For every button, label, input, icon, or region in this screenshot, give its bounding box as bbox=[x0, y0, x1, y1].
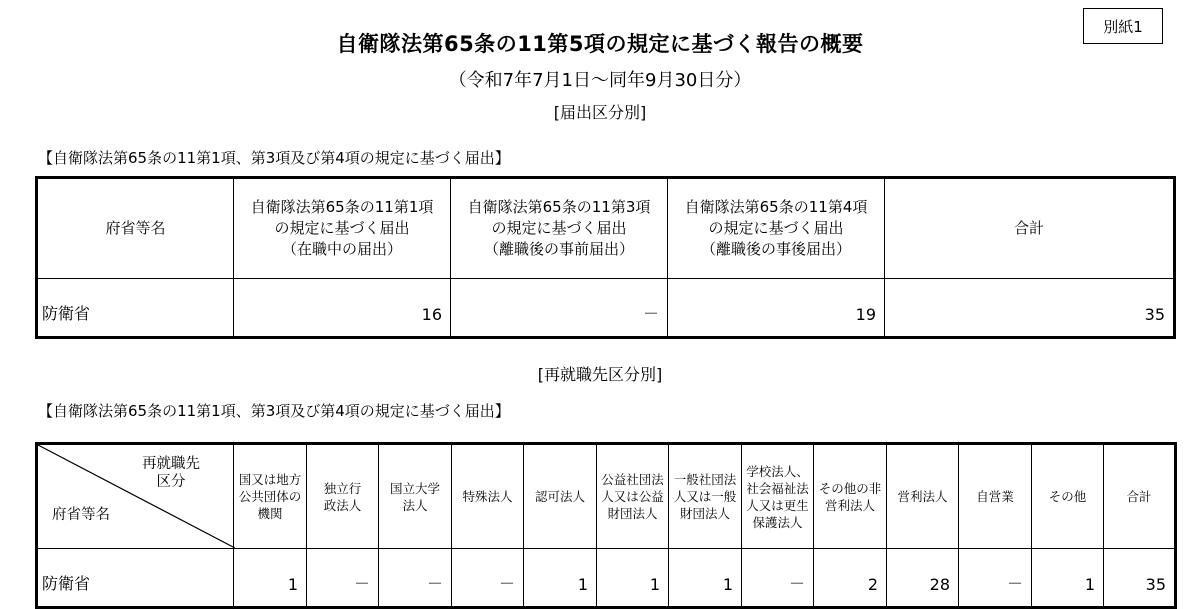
header-col bbox=[959, 444, 1032, 549]
cell-value: － bbox=[307, 549, 379, 608]
header-line: 人又は一般 bbox=[673, 489, 737, 504]
header-col bbox=[307, 444, 379, 549]
header-line: 学校法人、 bbox=[746, 463, 809, 479]
cell-value: 19 bbox=[668, 279, 885, 338]
notification-header-row bbox=[37, 178, 1175, 279]
cell-value: 2 bbox=[814, 549, 887, 608]
header-line: 営利法人 bbox=[897, 489, 948, 504]
header-line: その他の非 bbox=[818, 480, 882, 496]
header-line: 認可法人 bbox=[534, 489, 585, 504]
header-line: 特殊法人 bbox=[462, 489, 513, 504]
cell-value: 16 bbox=[234, 279, 451, 338]
cell-ministry: 防衛省 bbox=[37, 279, 234, 338]
header-line: 府省等名 bbox=[105, 219, 166, 237]
header-col bbox=[597, 444, 669, 549]
notification-heading: 【自衛隊法第65条の11第1項、第3項及び第4項の規定に基づく届出】 bbox=[38, 149, 510, 167]
reemployment-header-row bbox=[37, 444, 1176, 549]
header-col bbox=[379, 444, 452, 549]
header-line: 一般社団法 bbox=[673, 472, 737, 487]
header-line: 区分 bbox=[156, 474, 186, 490]
header-col bbox=[234, 444, 307, 549]
cell-ministry: 防衛省 bbox=[37, 549, 234, 608]
header-col bbox=[524, 444, 597, 549]
header-line: 合計 bbox=[1126, 489, 1152, 504]
cell-value: － bbox=[451, 279, 668, 338]
header-line: 営利法人 bbox=[824, 497, 875, 513]
header-line: 合計 bbox=[1013, 219, 1044, 237]
header-col bbox=[887, 444, 959, 549]
header-col bbox=[452, 444, 524, 549]
header-line: （在職中の届出） bbox=[281, 240, 402, 258]
cell-value: 1 bbox=[669, 549, 742, 608]
cell-value: － bbox=[959, 549, 1032, 608]
notification-subtitle: [届出区分別] bbox=[553, 103, 647, 122]
header-art3 bbox=[451, 178, 668, 279]
header-line: 独立行 bbox=[323, 480, 362, 496]
header-line: 公共団体の bbox=[238, 489, 302, 504]
header-line: 公益社団法 bbox=[601, 472, 664, 487]
header-art1 bbox=[234, 178, 451, 279]
table-row bbox=[37, 549, 1176, 608]
header-ministry bbox=[37, 178, 234, 279]
header-line: （離職後の事後届出） bbox=[700, 240, 851, 258]
header-col bbox=[742, 444, 814, 549]
header-line: 社会福祉法 bbox=[746, 480, 809, 496]
header-total bbox=[885, 178, 1175, 279]
header-line: 人又は公益 bbox=[601, 489, 664, 504]
notification-table bbox=[35, 176, 1176, 339]
header-line: 保護法人 bbox=[752, 514, 803, 530]
header-col bbox=[814, 444, 887, 549]
header-col-total bbox=[1104, 444, 1176, 549]
header-line: 再就職先 bbox=[142, 456, 200, 472]
cell-value: － bbox=[452, 549, 524, 608]
header-line: その他 bbox=[1048, 489, 1087, 504]
cell-total: 35 bbox=[1104, 549, 1176, 608]
cell-value: － bbox=[742, 549, 814, 608]
reemployment-subtitle: [再就職先区分別] bbox=[537, 365, 663, 384]
header-line: 政法人 bbox=[323, 497, 362, 513]
reemployment-table bbox=[35, 442, 1177, 609]
corner-ministry-label: 府省等名 bbox=[52, 507, 110, 523]
header-line: 法人 bbox=[402, 497, 428, 513]
corner-category-label bbox=[142, 455, 200, 491]
header-line: 財団法人 bbox=[607, 506, 658, 521]
header-line: （離職後の事前届出） bbox=[483, 240, 634, 258]
attachment-label: 別紙1 bbox=[1083, 8, 1163, 44]
header-line: 国立大学 bbox=[389, 480, 440, 496]
cell-value: 1 bbox=[1032, 549, 1104, 608]
header-col bbox=[669, 444, 742, 549]
header-line: の規定に基づく届出 bbox=[274, 219, 410, 237]
cell-value: － bbox=[379, 549, 452, 608]
header-corner-cell bbox=[37, 444, 234, 549]
document-title: 自衛隊法第65条の11第5項の規定に基づく報告の概要 bbox=[336, 32, 864, 56]
header-line: 自衛隊法第65条の11第3項 bbox=[467, 198, 651, 216]
header-line: の規定に基づく届出 bbox=[708, 219, 844, 237]
cell-total: 35 bbox=[885, 279, 1175, 338]
table-row bbox=[37, 279, 1175, 338]
header-line: 財団法人 bbox=[679, 506, 730, 521]
header-art4 bbox=[668, 178, 885, 279]
reemployment-heading: 【自衛隊法第65条の11第1項、第3項及び第4項の規定に基づく届出】 bbox=[38, 402, 510, 420]
cell-value: 1 bbox=[597, 549, 669, 608]
header-line: 人又は更生 bbox=[746, 497, 809, 513]
report-period: （令和7年7月1日～同年9月30日分） bbox=[448, 70, 752, 91]
header-line: 自衛隊法第65条の11第1項 bbox=[250, 198, 434, 216]
header-line: 自衛隊法第65条の11第4項 bbox=[684, 198, 868, 216]
header-col bbox=[1032, 444, 1104, 549]
diagonal-line bbox=[38, 445, 235, 548]
cell-value: 1 bbox=[524, 549, 597, 608]
header-line: 自営業 bbox=[976, 489, 1014, 504]
header-line: 国又は地方 bbox=[238, 472, 302, 487]
header-line: 機関 bbox=[257, 506, 283, 521]
header-line: の規定に基づく届出 bbox=[491, 219, 627, 237]
cell-value: 1 bbox=[234, 549, 307, 608]
cell-value: 28 bbox=[887, 549, 959, 608]
